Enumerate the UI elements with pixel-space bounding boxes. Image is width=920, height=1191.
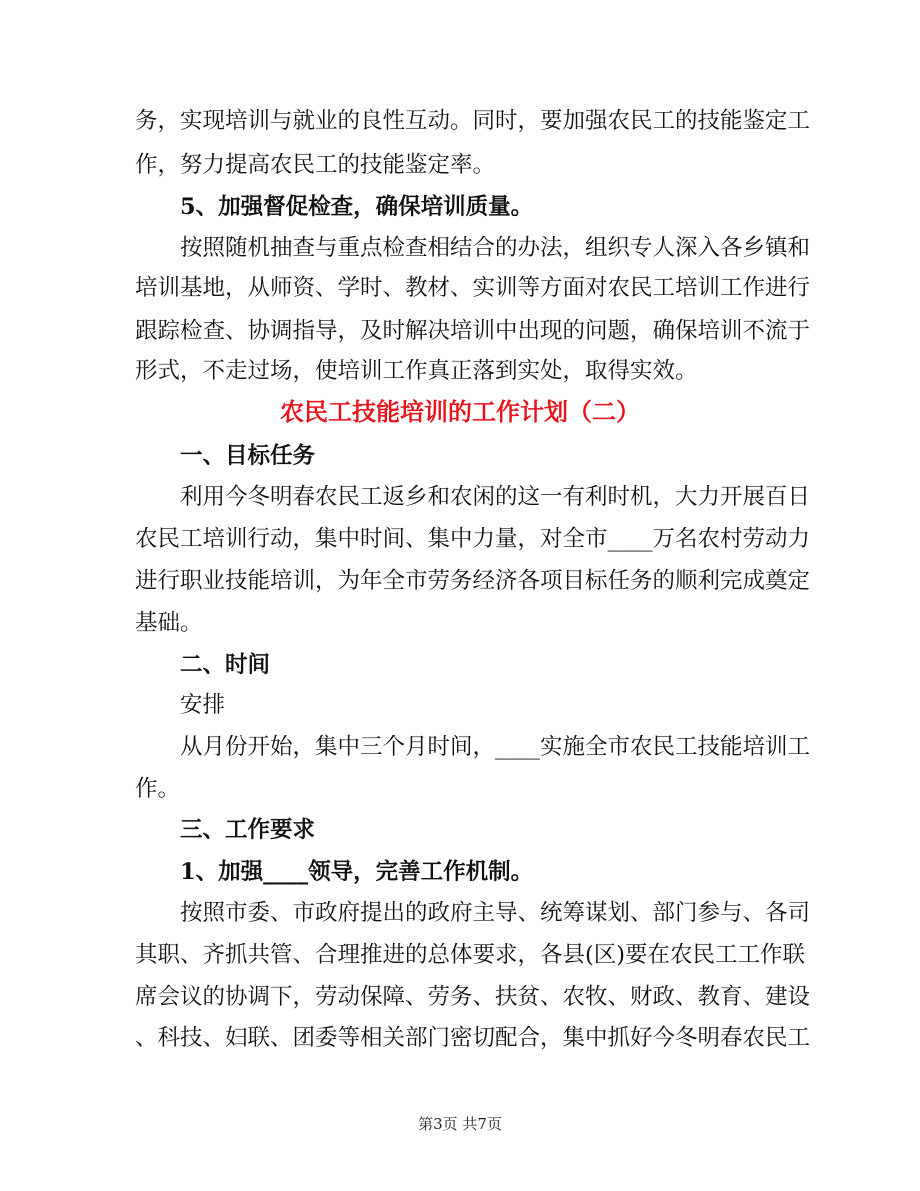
paragraph-line: 培训基地，从师资、学时、教材、实训等方面对农民工培训工作进行 [135,275,811,301]
subheading-5: 5、加强督促检查，确保培训质量。 [180,194,534,220]
paragraph-line: 进行职业技能培训，为年全市劳务经济各项目标任务的顺利完成奠定 [135,568,811,594]
page-number-footer: 第3页 共7页 [418,1115,502,1133]
paragraph-line: 按照随机抽查与重点检查相结合的办法，组织专人深入各乡镇和 [180,235,811,261]
paragraph-line: 利用今冬明春农民工返乡和农闲的这一有利时机，大力开展百日 [180,484,811,510]
paragraph-line: 从月份开始，集中三个月时间，____实施全市农民工技能培训工 [180,734,811,760]
paragraph-line: 务，实现培训与就业的良性互动。同时，要加强农民工的技能鉴定工 [135,108,811,134]
paragraph-line: 按照市委、市政府提出的政府主导、统筹谋划、部门参与、各司 [180,900,811,926]
paragraph-line: 形式，不走过场，使培训工作真正落到实处，取得实效。 [135,358,698,384]
paragraph-line: 席会议的协调下，劳动保障、劳务、扶贫、农牧、财政、教育、建设 [135,984,811,1010]
paragraph-line: 农民工培训行动，集中时间、集中力量，对全市____万名农村劳动力 [135,526,811,552]
paragraph-line: 作。 [135,776,181,802]
subheading-1: 1、加强____领导，完善工作机制。 [180,859,534,885]
paragraph-line: 基础。 [135,610,203,636]
heading-objectives: 一、目标任务 [180,443,316,469]
document-title: 农民工技能培训的工作计划（二） [280,397,640,426]
heading-time: 二、时间 [180,652,271,678]
paragraph-line: 跟踪检查、协调指导，及时解决培训中出现的问题，确保培训不流于 [135,318,811,344]
heading-requirements: 三、工作要求 [180,817,316,843]
paragraph-line: 安排 [180,692,226,718]
paragraph-line: 、科技、妇联、团委等相关部门密切配合，集中抓好今冬明春农民工 [135,1025,811,1051]
paragraph-line: 其职、齐抓共管、合理推进的总体要求，各县(区)要在农民工工作联 [135,942,806,968]
paragraph-line: 作，努力提高农民工的技能鉴定率。 [135,152,496,178]
